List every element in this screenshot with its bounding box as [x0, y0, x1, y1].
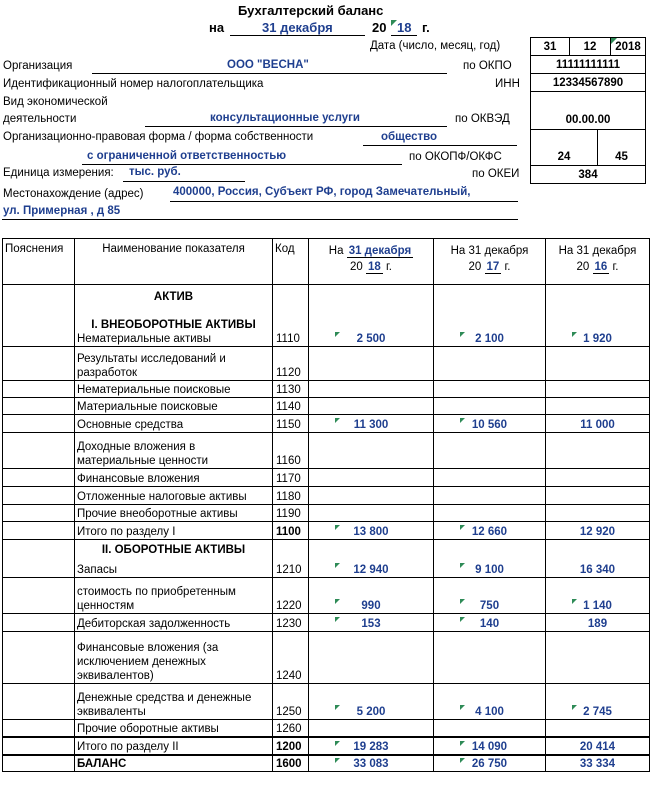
row-explanation	[3, 505, 75, 522]
col2-year: 17	[486, 261, 500, 273]
row-indicator	[75, 487, 273, 505]
row-name: Денежные средства и денежные	[77, 692, 252, 704]
row-indicator	[75, 505, 273, 522]
form-value-2: с ограниченной ответственностью	[87, 150, 287, 162]
col1-year-prefix: 20	[350, 261, 363, 273]
cell-marker-icon	[335, 599, 340, 604]
row-value-col1	[309, 684, 434, 720]
row-value: 4 100	[475, 706, 504, 718]
row-explanation	[3, 381, 75, 398]
row-name: стоимость по приобретенным	[77, 586, 236, 598]
table-row	[3, 347, 650, 381]
section-active: АКТИВ	[153, 291, 194, 303]
row-explanation	[3, 347, 75, 381]
row-value: 12 660	[471, 526, 508, 538]
row-value-col1	[309, 614, 434, 632]
okved-gap-cell	[530, 91, 646, 112]
row-explanation	[3, 720, 75, 737]
row-value: 1 920	[583, 333, 612, 345]
row-value-col3	[546, 347, 650, 381]
document-title: Бухгалтерский баланс	[238, 3, 384, 18]
okfs-value: 45	[615, 150, 628, 163]
row-value-col2	[434, 578, 546, 614]
col2-prefix: На 31 декабря	[450, 245, 529, 257]
row-value: 140	[479, 618, 500, 630]
row-value: 33 083	[353, 758, 389, 770]
row-value-col3	[546, 487, 650, 505]
table-row	[3, 469, 650, 487]
date-day: 31	[543, 40, 557, 53]
inn-value: 12334567890	[552, 76, 624, 89]
row-code: 1240	[273, 632, 309, 684]
cell-marker-icon	[335, 741, 340, 746]
cell-marker-icon	[572, 599, 577, 604]
unit-value: тыс. руб.	[129, 166, 181, 178]
org-value: ООО "ВЕСНА"	[227, 59, 309, 71]
row-value: 16 340	[579, 564, 616, 576]
okei-label: по ОКЕИ	[472, 168, 520, 180]
cell-marker-icon	[335, 332, 340, 337]
date-year: 2018	[615, 40, 641, 53]
cell-marker-icon	[460, 418, 465, 423]
row-code: 1100	[273, 522, 309, 540]
header-indicator: Наименование показателя	[75, 239, 273, 285]
row-value: 20 414	[579, 740, 616, 753]
col3-suffix: г.	[612, 261, 619, 273]
table-row	[3, 720, 650, 737]
row-value-col2	[434, 540, 546, 578]
row-indicator	[75, 737, 273, 755]
row-name: Нематериальные поисковые	[77, 384, 231, 396]
table-row	[3, 578, 650, 614]
tin-label: Идентификационный номер налогоплательщика	[3, 78, 264, 90]
row-value-col1	[309, 469, 434, 487]
row-value-col2	[434, 469, 546, 487]
row-value: 14 090	[471, 740, 508, 753]
row-explanation	[3, 522, 75, 540]
row-name: Финансовые вложения	[77, 473, 200, 485]
row-value-col1	[309, 720, 434, 737]
okved-value: 00.00.00	[565, 114, 611, 126]
row-name: Прочие оборотные активы	[77, 722, 219, 735]
row-explanation	[3, 684, 75, 720]
address-label: Местонахождение (адрес)	[3, 188, 144, 200]
col1-prefix: На	[328, 245, 344, 257]
okopf-cell	[530, 129, 598, 166]
row-value-col2	[434, 487, 546, 505]
row-value-col1	[309, 578, 434, 614]
report-year: 18	[397, 20, 412, 35]
row-value: 2 745	[583, 706, 612, 718]
row-value-col1	[309, 381, 434, 398]
row-value: 189	[587, 618, 608, 630]
row-name: Нематериальные активы	[77, 333, 212, 345]
row-name: исключением денежных	[77, 656, 206, 668]
form-value-1: общество	[381, 131, 438, 143]
date-day-cell	[530, 37, 570, 56]
row-indicator	[75, 433, 273, 469]
form-label: Организационно-правовая форма / форма собственности	[3, 131, 314, 143]
row-value: 153	[361, 618, 381, 630]
row-value-col2	[434, 347, 546, 381]
row-value-col3	[546, 505, 650, 522]
row-name: разработок	[77, 367, 138, 379]
row-value: 2 500	[356, 333, 386, 345]
row-value: 13 800	[353, 526, 389, 538]
col2-suffix: г.	[504, 261, 511, 273]
year-prefix: 20	[372, 20, 387, 35]
row-code: 1250	[273, 684, 309, 720]
row-name: БАЛАНС	[77, 758, 127, 770]
cell-marker-icon	[460, 741, 465, 746]
row-value-col2	[434, 522, 546, 540]
row-name: эквивалентов)	[77, 670, 154, 682]
date-month-cell	[569, 37, 611, 56]
col3-year: 16	[594, 261, 608, 273]
col1-date: 31 декабря	[348, 245, 412, 257]
row-code: 1120	[273, 347, 309, 381]
section-1-title: I. ВНЕОБОРОТНЫЕ АКТИВЫ	[91, 319, 256, 331]
row-value-col2	[434, 505, 546, 522]
row-value: 5 200	[356, 706, 386, 718]
row-value-col2	[434, 415, 546, 433]
row-value-col3	[546, 285, 650, 347]
table-row	[3, 540, 650, 578]
activity-label-1: Вид экономической	[3, 96, 108, 108]
row-explanation	[3, 755, 75, 772]
unit-label: Единица измерения:	[3, 167, 114, 179]
row-code: 1190	[273, 505, 309, 522]
row-value: 12 940	[353, 564, 389, 576]
table-row	[3, 381, 650, 398]
row-value: 12 920	[579, 526, 616, 538]
row-value-col1	[309, 415, 434, 433]
cell-marker-icon	[572, 332, 577, 337]
cell-marker-icon	[460, 705, 465, 710]
row-explanation	[3, 398, 75, 415]
row-indicator	[75, 285, 273, 347]
row-name: Доходные вложения в	[77, 441, 196, 453]
row-value-col2	[434, 614, 546, 632]
row-explanation	[3, 540, 75, 578]
cell-marker-icon	[460, 599, 465, 604]
row-code: 1210	[273, 540, 309, 578]
row-value: 750	[479, 600, 500, 612]
col1-suffix: г.	[386, 261, 392, 273]
okei-cell	[530, 165, 646, 184]
row-value-col1	[309, 522, 434, 540]
row-code: 1600	[273, 755, 309, 772]
row-name: Основные средства	[77, 419, 184, 431]
row-indicator	[75, 755, 273, 772]
cell-marker-icon	[460, 617, 465, 622]
row-value-col1	[309, 540, 434, 578]
table-header-row	[3, 239, 650, 285]
okpo-value: 11111111111	[555, 58, 620, 71]
date-label: Дата (число, месяц, год)	[370, 40, 501, 52]
col3-year-prefix: 20	[576, 261, 590, 273]
row-indicator	[75, 522, 273, 540]
okfs-cell	[597, 129, 646, 166]
row-name: эквиваленты	[77, 706, 146, 718]
row-value-col2	[434, 755, 546, 772]
row-indicator	[75, 381, 273, 398]
row-indicator	[75, 469, 273, 487]
row-value-col3	[546, 522, 650, 540]
header-explanations: Пояснения	[3, 239, 75, 285]
row-value: 19 283	[353, 740, 389, 753]
table-row	[3, 505, 650, 522]
table-row	[3, 737, 650, 755]
row-value-col3	[546, 755, 650, 772]
address-value-2: ул. Примерная , д 85	[3, 205, 121, 217]
row-name: ценностям	[77, 600, 135, 612]
row-value-col1	[309, 755, 434, 772]
row-name: Итого по разделу II	[77, 740, 179, 753]
table-row	[3, 433, 650, 469]
row-value-col1	[309, 398, 434, 415]
row-value-col2	[434, 433, 546, 469]
row-value: 10 560	[471, 419, 508, 431]
row-value-col2	[434, 285, 546, 347]
row-value: 2 100	[475, 333, 504, 345]
date-month: 12	[583, 40, 597, 53]
header-col-2016	[546, 239, 650, 285]
row-indicator	[75, 398, 273, 415]
row-name: Итого по разделу I	[77, 526, 176, 538]
row-value: 33 334	[579, 758, 616, 770]
row-code: 1230	[273, 614, 309, 632]
okved-cell	[530, 111, 646, 130]
col1-year: 18	[368, 261, 381, 273]
row-value-col1	[309, 632, 434, 684]
row-explanation	[3, 614, 75, 632]
okopf-label: по ОКОПФ/ОКФС	[409, 151, 502, 163]
row-value-col1	[309, 737, 434, 755]
okpo-label: по ОКПО	[463, 60, 512, 72]
row-value-col1	[309, 487, 434, 505]
row-value-col1	[309, 347, 434, 381]
row-value-col2	[434, 398, 546, 415]
row-value-col3	[546, 684, 650, 720]
row-explanation	[3, 578, 75, 614]
cell-marker-icon	[460, 332, 465, 337]
activity-label-2: деятельности	[3, 113, 77, 125]
row-code: 1140	[273, 398, 309, 415]
row-value-col3	[546, 578, 650, 614]
row-explanation	[3, 415, 75, 433]
inn-cell	[530, 73, 646, 92]
cell-marker-icon	[335, 705, 340, 710]
table-row	[3, 285, 650, 347]
row-value-col3	[546, 433, 650, 469]
row-value-col3	[546, 469, 650, 487]
balance-table	[2, 238, 650, 772]
cell-marker-icon	[335, 617, 340, 622]
row-value-col3	[546, 415, 650, 433]
inn-label: ИНН	[495, 78, 520, 90]
row-value-col2	[434, 381, 546, 398]
okpo-cell	[530, 55, 646, 74]
row-explanation	[3, 632, 75, 684]
row-code: 1200	[273, 737, 309, 755]
table-row	[3, 398, 650, 415]
row-name: Отложенные налоговые активы	[77, 491, 247, 503]
table-row	[3, 614, 650, 632]
okved-label: по ОКВЭД	[455, 113, 510, 125]
date-prefix: на	[209, 20, 225, 35]
row-indicator	[75, 347, 273, 381]
row-name: Дебиторская задолженность	[77, 618, 231, 630]
cell-marker-icon	[335, 563, 340, 568]
okopf-value: 24	[557, 150, 571, 163]
row-value-col3	[546, 614, 650, 632]
address-value-1: 400000, Россия, Субъект РФ, город Замечательный,	[173, 186, 471, 198]
row-indicator	[75, 578, 273, 614]
row-value: 990	[361, 600, 381, 612]
table-row	[3, 755, 650, 772]
table-row	[3, 487, 650, 505]
cell-marker-icon	[572, 705, 577, 710]
row-value-col2	[434, 632, 546, 684]
cell-marker-icon	[611, 38, 617, 44]
row-name: Прочие внеоборотные активы	[77, 508, 238, 520]
row-indicator	[75, 614, 273, 632]
row-explanation	[3, 487, 75, 505]
org-label: Организация	[3, 60, 73, 72]
row-name: материальные ценности	[77, 455, 209, 467]
row-name: Материальные поисковые	[77, 401, 218, 413]
row-value: 11 000	[580, 419, 615, 431]
row-value-col3	[546, 540, 650, 578]
row-value-col2	[434, 720, 546, 737]
row-explanation	[3, 469, 75, 487]
row-value: 1 140	[583, 600, 612, 612]
report-date: 31 декабря	[262, 20, 333, 35]
row-code: 1260	[273, 720, 309, 737]
row-value: 11 300	[353, 419, 389, 431]
col2-year-prefix: 20	[468, 261, 482, 273]
header-code: Код	[273, 239, 309, 285]
row-value: 9 100	[475, 564, 504, 576]
col3-prefix: На 31 декабря	[558, 245, 637, 257]
row-code: 1170	[273, 469, 309, 487]
header-col-2018	[309, 239, 434, 285]
table-row	[3, 415, 650, 433]
header-col-2017	[434, 239, 546, 285]
row-indicator	[75, 720, 273, 737]
cell-marker-icon	[460, 525, 465, 530]
okei-value: 384	[578, 168, 598, 181]
cell-marker-icon	[335, 758, 340, 763]
row-explanation	[3, 285, 75, 347]
row-value-col3	[546, 381, 650, 398]
row-code: 1130	[273, 381, 309, 398]
row-indicator	[75, 684, 273, 720]
section-2-title: II. ОБОРОТНЫЕ АКТИВЫ	[101, 544, 246, 556]
row-code: 1110	[273, 285, 309, 347]
row-code: 1180	[273, 487, 309, 505]
row-value-col2	[434, 737, 546, 755]
row-value-col3	[546, 737, 650, 755]
row-indicator	[75, 415, 273, 433]
row-value-col3	[546, 398, 650, 415]
table-row	[3, 684, 650, 720]
row-name: Финансовые вложения (за	[77, 642, 219, 654]
row-indicator	[75, 540, 273, 578]
row-value-col1	[309, 505, 434, 522]
row-value-col3	[546, 632, 650, 684]
table-row	[3, 522, 650, 540]
row-name: Запасы	[77, 564, 117, 576]
row-value-col3	[546, 720, 650, 737]
row-value: 26 750	[471, 758, 508, 770]
activity-value: консультационные услуги	[210, 112, 360, 124]
cell-marker-icon	[460, 758, 465, 763]
cell-marker-icon	[335, 525, 340, 530]
row-value-col1	[309, 433, 434, 469]
row-value-col1	[309, 285, 434, 347]
table-row	[3, 632, 650, 684]
year-suffix: г.	[422, 20, 430, 35]
row-name: Результаты исследований и	[77, 353, 226, 365]
row-value-col2	[434, 684, 546, 720]
row-code: 1220	[273, 578, 309, 614]
row-explanation	[3, 433, 75, 469]
row-code: 1150	[273, 415, 309, 433]
cell-marker-icon	[335, 418, 340, 423]
row-explanation	[3, 737, 75, 755]
row-indicator	[75, 632, 273, 684]
row-code: 1160	[273, 433, 309, 469]
cell-marker-icon	[460, 563, 465, 568]
